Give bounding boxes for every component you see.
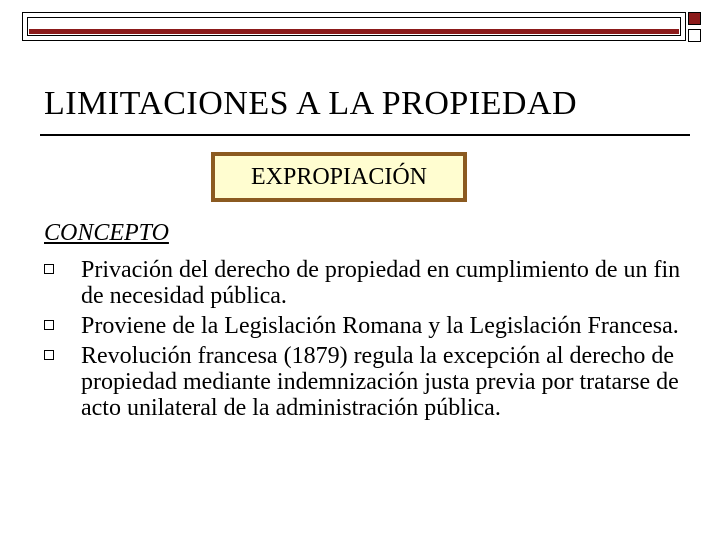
list-item-text: Privación del derecho de propiedad en cumplimiento de un fin de necesidad pública.	[81, 257, 681, 309]
header-accent-stripe	[29, 29, 679, 34]
corner-square-filled	[688, 12, 701, 25]
square-bullet-icon	[44, 320, 54, 330]
header-decoration-bar	[22, 12, 686, 41]
square-bullet-icon	[44, 350, 54, 360]
square-bullet-icon	[44, 264, 54, 274]
bullet-list	[44, 257, 684, 425]
title-divider	[40, 134, 690, 136]
section-heading: CONCEPTO	[44, 220, 169, 246]
page-title: LIMITACIONES A LA PROPIEDAD	[44, 85, 578, 122]
topic-badge	[211, 152, 467, 202]
list-item	[44, 313, 684, 339]
corner-square-outline	[688, 29, 701, 42]
topic-badge-label: EXPROPIACIÓN	[215, 156, 463, 198]
list-item-text: Revolución francesa (1879) regula la excepción al derecho de propiedad mediante indemnización justa previa por tratarse de acto unilateral de la administración pública.	[81, 343, 679, 421]
list-item	[44, 257, 684, 309]
list-item	[44, 343, 684, 421]
list-item-text: Proviene de la Legislación Romana y la Legislación Francesa.	[81, 313, 679, 339]
header-inner-frame	[27, 17, 681, 36]
